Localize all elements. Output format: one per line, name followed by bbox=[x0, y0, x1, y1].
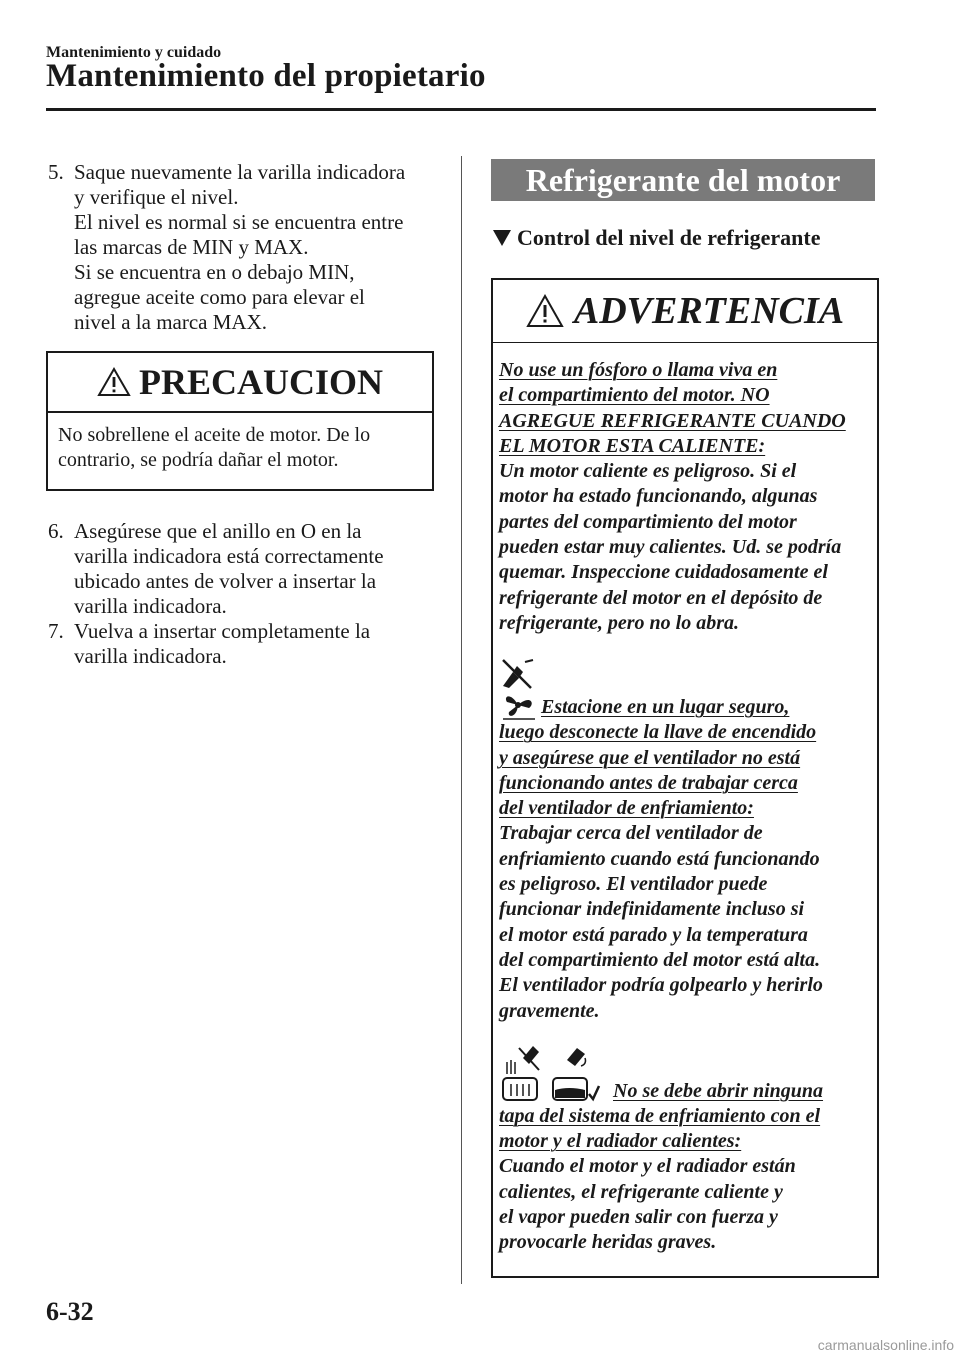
warning-line: calientes, el refrigerante caliente y bbox=[499, 1180, 783, 1203]
warning-line: Cuando el motor y el radiador están bbox=[499, 1155, 796, 1178]
page-title: Mantenimiento del propietario bbox=[46, 58, 486, 94]
warning-body bbox=[493, 343, 877, 1256]
caution-title: PRECAUCION bbox=[138, 362, 383, 402]
step-line: varilla indicadora. bbox=[74, 644, 227, 668]
warning-line: refrigerante del motor en el depósito de bbox=[499, 586, 823, 609]
step-line: Asegúrese que el anillo en O en la bbox=[74, 519, 362, 543]
fan-icon bbox=[499, 690, 537, 720]
caution-text bbox=[48, 413, 432, 473]
warning-line: partes del compartimiento del motor bbox=[499, 510, 797, 533]
subheading bbox=[493, 225, 820, 251]
warning-line: provocarle heridas graves. bbox=[499, 1231, 717, 1254]
warning-line: pueden estar muy calientes. Ud. se podría bbox=[499, 536, 842, 559]
warning-line: quemar. Inspeccione cuidadosamente el bbox=[499, 561, 828, 584]
watermark: carmanualsonline.info bbox=[817, 1337, 954, 1353]
step-number: 6. bbox=[48, 519, 64, 543]
section-label: Mantenimiento y cuidado bbox=[46, 44, 222, 61]
warning-line: motor y el radiador calientes: bbox=[499, 1130, 742, 1153]
warning-line: gravemente. bbox=[499, 999, 600, 1022]
step-7 bbox=[48, 619, 438, 669]
warning-triangle-icon bbox=[526, 294, 564, 328]
warning-line: luego desconecte la llave de encendido bbox=[499, 721, 817, 744]
warning-line: refrigerante, pero no lo abra. bbox=[499, 611, 739, 634]
step-line: Saque nuevamente la varilla indicadora bbox=[74, 160, 406, 184]
step-line: El nivel es normal si se encuentra entre bbox=[74, 210, 404, 234]
warning-line: Un motor caliente es peligroso. Si el bbox=[499, 460, 797, 483]
warning-line: EL MOTOR ESTA CALIENTE: bbox=[499, 434, 766, 457]
step-line: varilla indicadora está correctamente bbox=[74, 544, 384, 568]
warning-triangle-icon bbox=[97, 367, 131, 397]
warning-title: ADVERTENCIA bbox=[573, 290, 845, 332]
title-rule bbox=[46, 108, 876, 111]
step-line: ubicado antes de volver a insertar la bbox=[74, 569, 377, 593]
step-number: 5. bbox=[48, 160, 64, 184]
step-line: varilla indicadora. bbox=[74, 594, 227, 618]
column-divider bbox=[461, 156, 462, 1284]
open-cold-cap-icon bbox=[549, 1044, 601, 1104]
warning-line: funcionando antes de trabajar cerca bbox=[499, 771, 798, 794]
page-number: 6-32 bbox=[46, 1297, 94, 1326]
warning-line: motor ha estado funcionando, algunas bbox=[499, 485, 818, 508]
step-line: Si se encuentra en o debajo MIN, bbox=[74, 260, 355, 284]
caution-header bbox=[48, 353, 432, 413]
warning-header bbox=[493, 280, 877, 343]
warning-line: El ventilador podría golpearlo y herirlo bbox=[499, 974, 823, 997]
warning-box bbox=[491, 278, 879, 1278]
warning-line: del compartimiento del motor está alta. bbox=[499, 948, 821, 971]
step-line: y verifique el nivel. bbox=[74, 185, 239, 209]
caution-line: No sobrellene el aceite de motor. De lo bbox=[58, 424, 371, 446]
no-hands-icon bbox=[499, 658, 535, 690]
triangle-down-icon bbox=[493, 230, 511, 246]
warning-line: el compartimiento del motor. NO bbox=[499, 384, 770, 407]
warning-line: y asegúrese que el ventilador no está bbox=[499, 746, 801, 769]
no-open-hot-cap-icon bbox=[499, 1044, 543, 1104]
step-line: Vuelva a insertar completamente la bbox=[74, 619, 371, 643]
subheading-text: Control del nivel de refrigerante bbox=[517, 225, 821, 250]
radiator-icons bbox=[499, 1044, 871, 1104]
caution-line: contrario, se podría dañar el motor. bbox=[58, 449, 339, 471]
step-line: las marcas de MIN y MAX. bbox=[74, 235, 309, 259]
caution-box bbox=[46, 351, 434, 491]
step-5 bbox=[48, 160, 438, 335]
warning-line: del ventilador de enfriamiento: bbox=[499, 797, 754, 820]
warning-line: Trabajar cerca del ventilador de bbox=[499, 822, 763, 845]
warning-line: tapa del sistema de enfriamiento con el bbox=[499, 1104, 821, 1127]
warning-line: AGREGUE REFRIGERANTE CUANDO bbox=[499, 409, 846, 432]
step-6 bbox=[48, 519, 438, 619]
step-line: nivel a la marca MAX. bbox=[74, 310, 268, 334]
warning-line: enfriamiento cuando está funcionando bbox=[499, 847, 820, 870]
warning-line: No se debe abrir ninguna bbox=[613, 1079, 824, 1102]
warning-line: Estacione en un lugar seguro, bbox=[541, 695, 790, 718]
warning-line: el vapor pueden salir con fuerza y bbox=[499, 1206, 778, 1229]
step-line: agregue aceite como para elevar el bbox=[74, 285, 365, 309]
section-banner: Refrigerante del motor bbox=[491, 159, 875, 201]
warning-line: funcionar indefinidamente incluso si bbox=[499, 898, 805, 921]
warning-line: es peligroso. El ventilador puede bbox=[499, 873, 768, 896]
step-number: 7. bbox=[48, 619, 64, 643]
warning-line: No use un fósforo o llama viva en bbox=[499, 359, 778, 381]
warning-line: el motor está parado y la temperatura bbox=[499, 923, 808, 946]
